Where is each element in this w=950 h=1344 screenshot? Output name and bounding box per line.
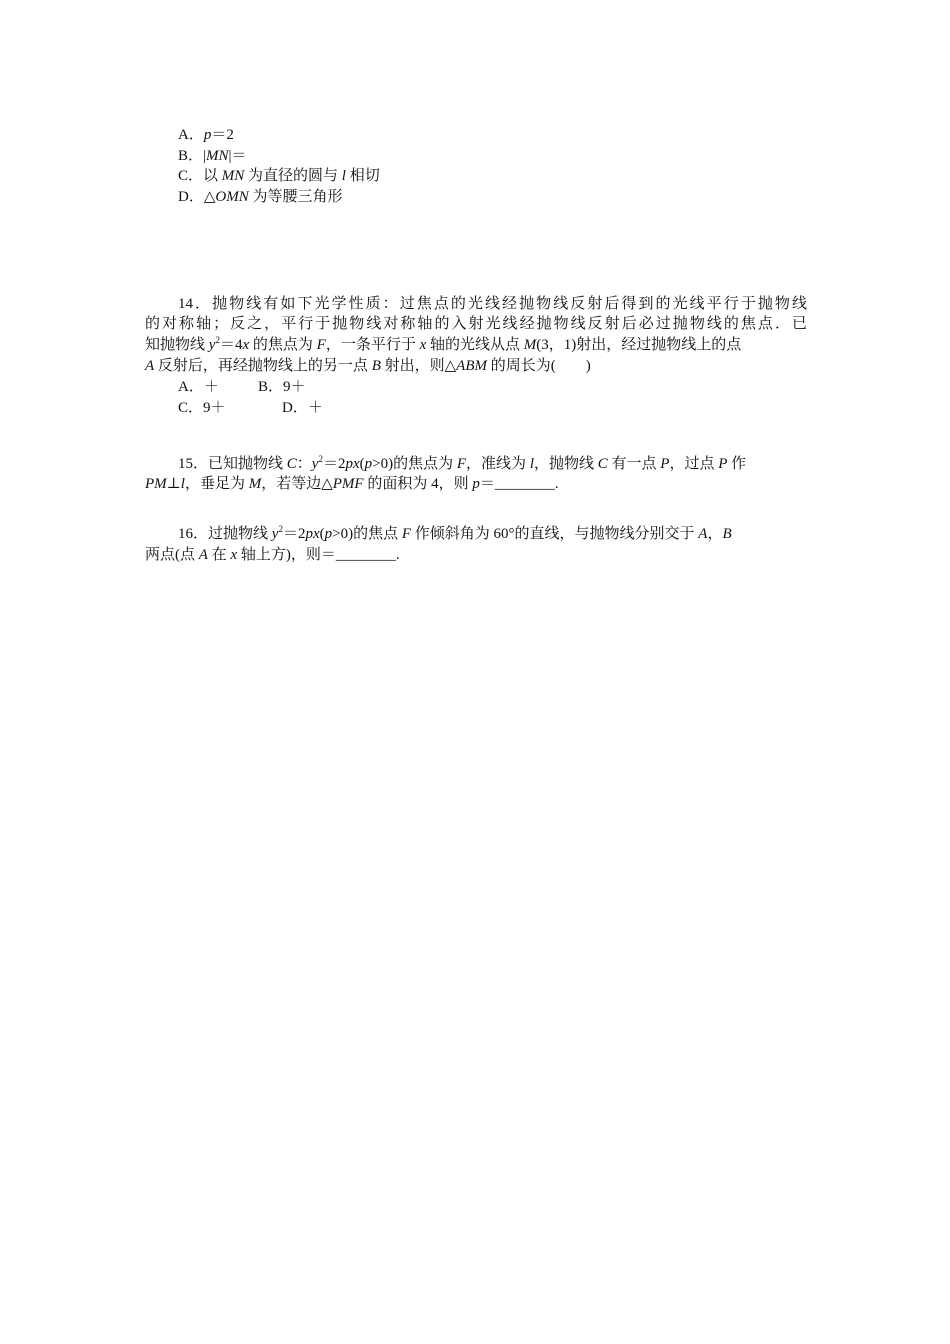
text: 15．已知抛物线 bbox=[178, 456, 287, 472]
math-var: M bbox=[523, 337, 537, 353]
option-text: | bbox=[203, 148, 207, 164]
math-var: y bbox=[271, 526, 279, 542]
text: 作倾斜角为 60°的直线，与抛物线分别交于 bbox=[411, 526, 699, 542]
text: 的周长为( ) bbox=[486, 358, 591, 374]
q13-option-b bbox=[178, 146, 247, 166]
q16-line-2 bbox=[145, 545, 400, 565]
q14-line-2: 的对称轴；反之，平行于抛物线对称轴的入射光线经抛物线反射后必过抛物线的焦点．已 bbox=[145, 316, 807, 332]
q13-option-d bbox=[178, 187, 343, 207]
option-text: ＝2 bbox=[211, 127, 234, 143]
math-var: px bbox=[345, 456, 360, 472]
text: ，若等边△ bbox=[261, 476, 333, 492]
math-var: px bbox=[305, 526, 320, 542]
q15-line-1 bbox=[178, 454, 746, 474]
text: 的面积为 4，则 bbox=[363, 476, 473, 492]
text: ⊥ bbox=[166, 476, 181, 492]
text: 轴上方)，则＝________. bbox=[237, 547, 400, 563]
option-letter: D． bbox=[178, 189, 204, 205]
text: 有一点 bbox=[607, 456, 661, 472]
text: ，一条平行于 bbox=[325, 337, 420, 353]
option-text: △ bbox=[203, 189, 216, 205]
text: ( bbox=[319, 526, 325, 542]
exponent: 2 bbox=[278, 524, 283, 534]
math-var: A bbox=[698, 526, 708, 542]
math-var: l bbox=[529, 456, 534, 472]
math-var: x bbox=[230, 547, 238, 563]
math-var: x bbox=[419, 337, 427, 353]
math-var: A bbox=[198, 547, 208, 563]
math-var: PM bbox=[145, 476, 167, 492]
option-letter: A． bbox=[178, 127, 204, 143]
option-letter: C． bbox=[178, 168, 204, 184]
option-text: 相切 bbox=[345, 168, 380, 184]
math-var: F bbox=[456, 456, 467, 472]
text: ，过点 bbox=[669, 456, 719, 472]
q13-option-a bbox=[178, 125, 234, 145]
math-var: F bbox=[401, 526, 412, 542]
math-var: P bbox=[660, 456, 670, 472]
q14-option-d: D．＋ bbox=[282, 400, 323, 416]
text: 知抛物线 bbox=[145, 337, 209, 353]
text: ，抛物线 bbox=[533, 456, 598, 472]
math-var: C bbox=[286, 456, 297, 472]
q15-line-2 bbox=[145, 474, 559, 494]
math-var: F bbox=[316, 337, 326, 353]
text: 作 bbox=[727, 456, 747, 472]
q14-option-c: C．9＋ bbox=[178, 400, 226, 416]
exponent: 2 bbox=[215, 335, 220, 345]
q14-line-3 bbox=[145, 335, 807, 355]
math-var: MN bbox=[221, 168, 245, 184]
text: ＝4 bbox=[219, 337, 243, 353]
text: (3，1)射出，经过抛物线上的点 bbox=[536, 337, 742, 353]
text: >0)的焦点 bbox=[332, 526, 402, 542]
math-var: l bbox=[341, 168, 346, 184]
math-var: y bbox=[208, 337, 216, 353]
math-var: l bbox=[180, 476, 185, 492]
math-var: C bbox=[597, 456, 608, 472]
text: ＝2 bbox=[282, 526, 306, 542]
math-var: P bbox=[718, 456, 728, 472]
text: ，垂足为 bbox=[184, 476, 249, 492]
option-letter: B． bbox=[178, 148, 204, 164]
math-var: PMF bbox=[332, 476, 364, 492]
text: ＝2 bbox=[322, 456, 346, 472]
option-text: 以 bbox=[203, 168, 222, 184]
q14-option-b: B．9＋ bbox=[258, 379, 306, 395]
text: 在 bbox=[207, 547, 231, 563]
text: 反射后，再经抛物线上的另一点 bbox=[154, 358, 372, 374]
text: 射出，则△ bbox=[380, 358, 457, 374]
math-var: M bbox=[248, 476, 262, 492]
math-var: B bbox=[722, 526, 732, 542]
math-var: A bbox=[145, 358, 155, 374]
exponent: 2 bbox=[318, 454, 323, 464]
math-var: y bbox=[311, 456, 319, 472]
option-text: 为等腰三角形 bbox=[248, 189, 343, 205]
text: ， bbox=[707, 526, 723, 542]
text: ( bbox=[359, 456, 365, 472]
option-text: |＝ bbox=[228, 148, 247, 164]
math-var: p bbox=[364, 456, 373, 472]
q13-option-c bbox=[178, 166, 380, 186]
q14-option-a: A．＋ bbox=[178, 379, 219, 395]
q14-line-1: 14．抛物线有如下光学性质：过焦点的光线经抛物线反射后得到的光线平行于抛物线 bbox=[178, 296, 807, 312]
text: ，准线为 bbox=[466, 456, 530, 472]
option-text: 为直径的圆与 bbox=[244, 168, 342, 184]
text: ＝________. bbox=[479, 476, 559, 492]
q14-line-4 bbox=[145, 356, 591, 376]
math-var: MN bbox=[206, 148, 229, 164]
math-var: x bbox=[242, 337, 250, 353]
text: ： bbox=[296, 456, 312, 472]
text: 轴的光线从点 bbox=[426, 337, 524, 353]
text: 两点(点 bbox=[145, 547, 199, 563]
math-var: OMN bbox=[215, 189, 249, 205]
text: 的焦点为 bbox=[249, 337, 317, 353]
text: 16．过抛物线 bbox=[178, 526, 272, 542]
math-var: p bbox=[203, 127, 212, 143]
math-var: p bbox=[472, 476, 480, 492]
math-var: p bbox=[324, 526, 333, 542]
text: >0)的焦点为 bbox=[372, 456, 457, 472]
math-var: B bbox=[371, 358, 381, 374]
q16-line-1 bbox=[178, 524, 732, 544]
math-var: ABM bbox=[456, 358, 487, 374]
